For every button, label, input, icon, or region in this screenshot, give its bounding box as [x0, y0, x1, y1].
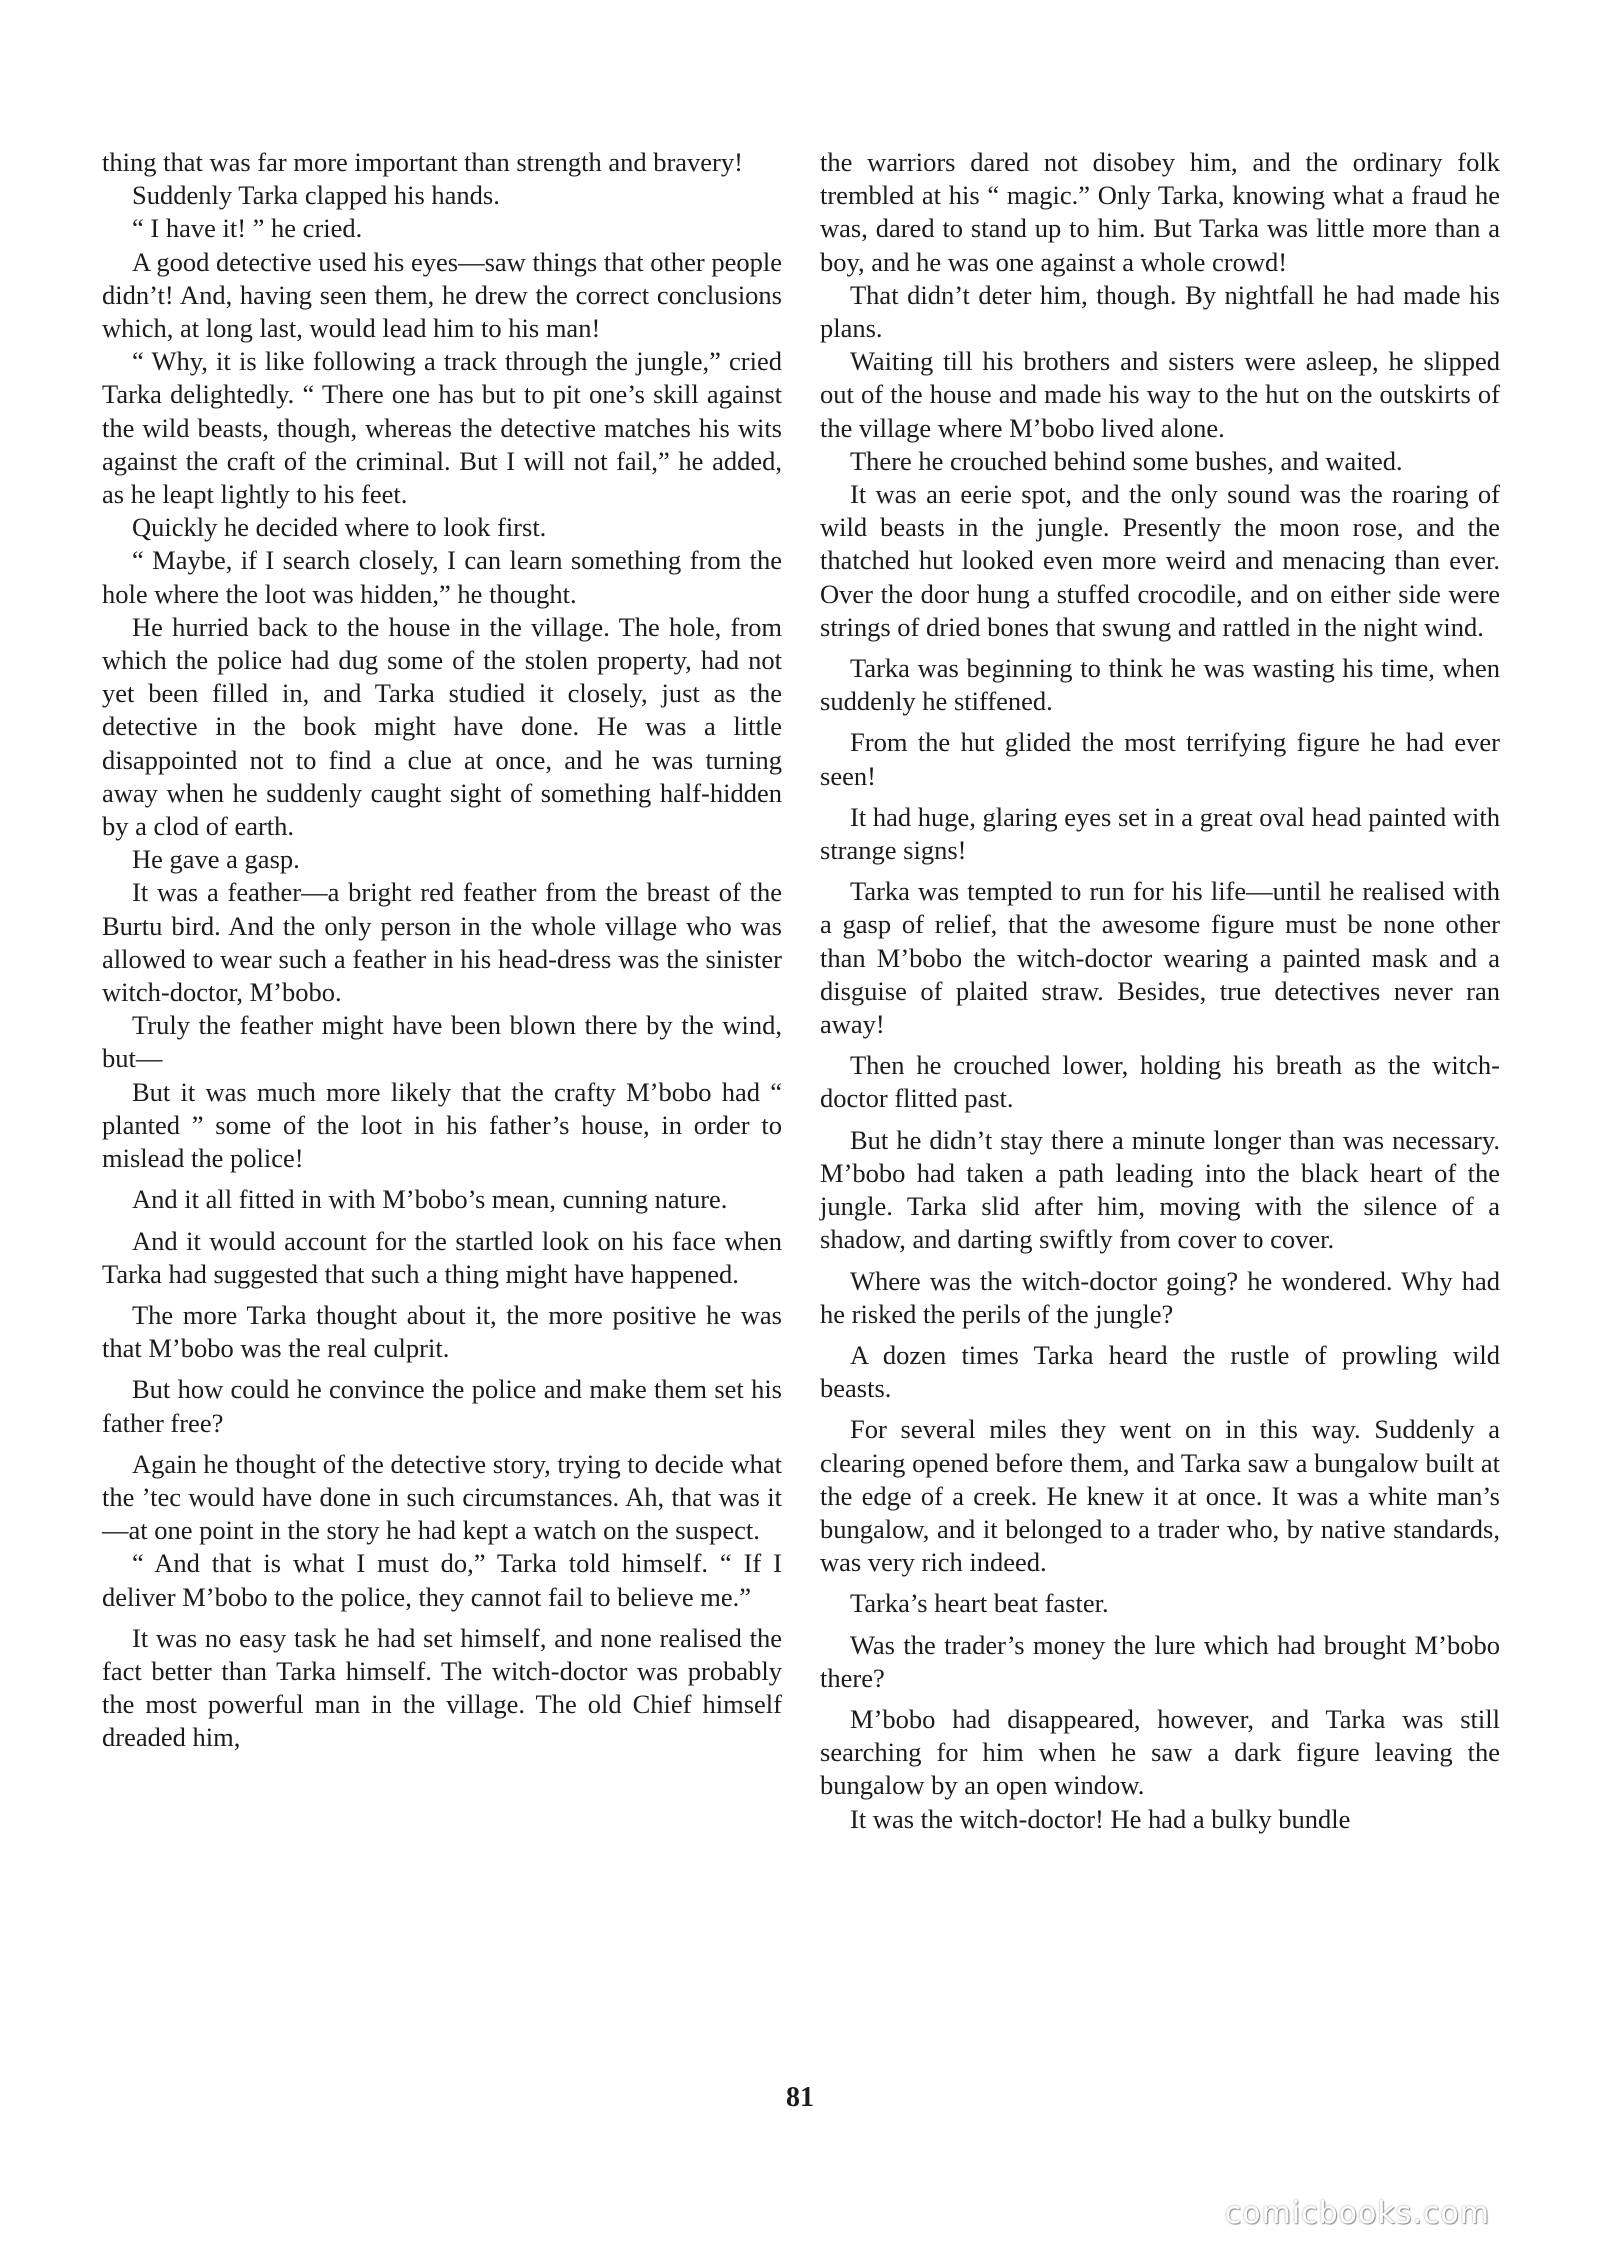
paragraph: It was a feather—a bright red feather from the breast of the Burtu bird. And the only person in the whole village who was allowed to wear such a feather in his head-dress was the sinister witch-doctor, M’bobo. — [102, 877, 782, 1008]
paragraph: It had huge, glaring eyes set in a great oval head painted with strange signs! — [820, 801, 1500, 866]
paragraph: Where was the witch-doctor going? he wondered. Why had he risked the perils of the jungle? — [820, 1265, 1500, 1329]
watermark: comicbooks.com — [1224, 2196, 1490, 2231]
paragraph: “ Why, it is like following a track through the jungle,” cried Tarka delightedly. “ There one has but to pit one’s skill against the wild beasts, though, whereas the detective matches his wits against the craft of the criminal. But I will not fail,” he added, as he leapt lightly to his feet. — [102, 346, 782, 510]
paragraph: Truly the feather might have been blown there by the wind, but— — [102, 1010, 782, 1074]
paragraph: thing that was far more important than strength and bravery! — [102, 147, 743, 177]
paragraph: It was the witch-doctor! He had a bulky bundle — [850, 1803, 1351, 1834]
paragraph: “ Maybe, if I search closely, I can learn something from the hole where the loot was hidden,” he thought. — [102, 545, 782, 609]
page-number: 81 — [786, 2082, 814, 2113]
paragraph: From the hut glided the most terrifying figure he had ever seen! — [820, 727, 1500, 791]
paragraph: Tarka was beginning to think he was wasting his time, when suddenly he stiffened. — [820, 653, 1500, 717]
paragraph: Suddenly Tarka clapped his hands. — [132, 180, 500, 211]
paragraph: Again he thought of the detective story, trying to decide what the ’tec would have done in such circumstances. Ah, that was it—at one point in the story he had kept a watch on the suspect. — [102, 1448, 782, 1546]
paragraph: But how could he convince the police and make them set his father free? — [102, 1374, 782, 1438]
right-column — [820, 146, 1500, 1836]
paragraph: Tarka was tempted to run for his life—until he realised with a gasp of relief, that the awesome figure must be none other than M’bobo the witch-doctor wearing a painted mask and a disguise of plaited straw. Besides, true detectives never ran away! — [820, 876, 1500, 1040]
paragraph: Tarka’s heart beat faster. — [850, 1588, 1109, 1619]
paragraph: A good detective used his eyes—saw things that other people didn’t! And, having seen them, he drew the correct conclusions which, at long last, would lead him to his man! — [102, 246, 782, 344]
paragraph: And it would account for the startled look on his face when Tarka had suggested that such a thing might have happened. — [102, 1225, 782, 1289]
paragraph: He hurried back to the house in the village. The hole, from which the police had dug some of the stolen property, had not yet been filled in, and Tarka studied it closely, just as the detective in the book might have done. He was a little disappointed not to find a clue at once, and he was turning away when he suddenly caught sight of something half-hidden by a clod of earth. — [102, 611, 782, 842]
paragraph: It was no easy task he had set himself, and none realised the fact better than Tarka himself. The witch-doctor was probably the most powerful man in the village. The old Chief himself dreaded him, — [102, 1622, 782, 1753]
paragraph: Was the trader’s money the lure which had brought M’bobo there? — [820, 1629, 1500, 1693]
paragraph: “ And that is what I must do,” Tarka told himself. “ If I deliver M’bobo to the police, they cannot fail to believe me.” — [102, 1548, 782, 1612]
paragraph: It was an eerie spot, and the only sound was the roaring of wild beasts in the jungle. Presently the moon rose, and the thatched hut looked even more weird and menacing than ever. Over the door hung a stuffed crocodile, and on either side were strings of dried bones that swung and rattled in the night wind. — [820, 479, 1500, 642]
paragraph: the warriors dared not disobey him, and the ordinary folk trembled at his “ magic.” Only Tarka, knowing what a fraud he was, dared to stand up to him. But Tarka was little more than a boy, and he was one against a whole crowd! — [820, 147, 1500, 277]
paragraph: But it was much more likely that the crafty M’bobo had “ planted ” some of the loot in his father’s house, in order to mislead the police! — [102, 1076, 782, 1174]
paragraph: The more Tarka thought about it, the more positive he was that M’bobo was the real culprit. — [102, 1299, 782, 1364]
paragraph: Waiting till his brothers and sisters were asleep, he slipped out of the house and made his way to the hut on the outskirts of the village where M’bobo lived alone. — [820, 346, 1500, 443]
paragraph: Then he crouched lower, holding his breath as the witch-doctor flitted past. — [820, 1050, 1500, 1114]
paragraph: “ I have it! ” he cried. — [132, 213, 363, 244]
paragraph: There he crouched behind some bushes, and waited. — [850, 445, 1403, 476]
paragraph: And it all fitted in with M’bobo’s mean, cunning nature. — [132, 1184, 728, 1215]
paragraph: A dozen times Tarka heard the rustle of prowling wild beasts. — [820, 1339, 1500, 1404]
paragraph: Quickly he decided where to look first. — [132, 512, 547, 543]
paragraph: But he didn’t stay there a minute longer than was necessary. M’bobo had taken a path leading into the black heart of the jungle. Tarka slid after him, moving with the silence of a shadow, and darting swiftly from cover to cover. — [820, 1124, 1500, 1255]
paragraph: He gave a gasp. — [132, 844, 300, 875]
paragraph: For several miles they went on in this way. Suddenly a clearing opened before them, and Tarka saw a bungalow built at the edge of a creek. He knew it at once. It was a white man’s bungalow, and it belonged to a trader who, by native standards, was very rich indeed. — [820, 1414, 1500, 1578]
left-column — [102, 146, 782, 1755]
paragraph: M’bobo had disappeared, however, and Tarka was still searching for him when he saw a dark figure leaving the bungalow by an open window. — [820, 1703, 1500, 1801]
paragraph: That didn’t deter him, though. By nightfall he had made his plans. — [820, 279, 1500, 344]
